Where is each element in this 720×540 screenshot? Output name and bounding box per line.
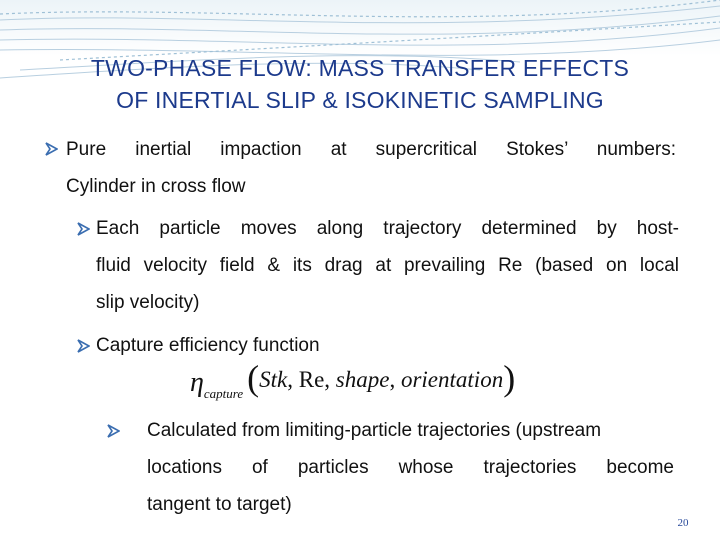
bullet-1-line-1: Pure inertial impaction at supercritical Stokes’ numbers: <box>66 139 676 160</box>
formula-arg-shape: shape <box>335 367 390 392</box>
sub-bullet-1-line-2: fluid velocity field & its drag at prevailing Re (based on local <box>96 255 679 276</box>
arrowhead-bullet-icon <box>106 424 120 438</box>
formula-subscript: capture <box>203 386 244 401</box>
arrowhead-bullet-icon <box>44 142 58 156</box>
formula-eta: η <box>190 367 204 398</box>
sub-sub-bullet-1-line-1: Calculated from limiting-particle trajectories (upstream <box>147 420 602 441</box>
formula-arg-orientation: orientation <box>400 367 504 392</box>
formula-arg-re: Re <box>298 367 325 392</box>
formula-close-paren: ) <box>503 358 516 398</box>
sub-sub-bullet-1-line-2: locations of particles whose trajectories become <box>147 457 674 478</box>
title-line-1: TWO-PHASE FLOW: MASS TRANSFER EFFECTS <box>90 55 630 81</box>
sub-bullet-1-line-3: slip velocity) <box>96 292 200 313</box>
arrowhead-bullet-icon <box>76 339 90 353</box>
formula-sep-3: , <box>389 367 401 392</box>
page-number: 20 <box>677 517 689 529</box>
sub-bullet-2-line-1: Capture efficiency function <box>96 335 320 356</box>
formula-open-paren: ( <box>247 358 260 398</box>
sub-bullet-1-line-1: Each particle moves along trajectory determined by host- <box>96 218 679 239</box>
sub-sub-bullet-1-line-3: tangent to target) <box>147 494 292 515</box>
formula-sep-1: , <box>287 367 299 392</box>
capture-efficiency-formula <box>190 356 516 401</box>
slide-title <box>10 52 710 116</box>
formula-arg-stk: Stk <box>259 367 288 392</box>
title-line-2: OF INERTIAL SLIP & ISOKINETIC SAMPLING <box>116 87 604 113</box>
formula-sep-2: , <box>324 367 336 392</box>
arrowhead-bullet-icon <box>76 222 90 236</box>
bullet-1-line-2: Cylinder in cross flow <box>66 176 246 197</box>
